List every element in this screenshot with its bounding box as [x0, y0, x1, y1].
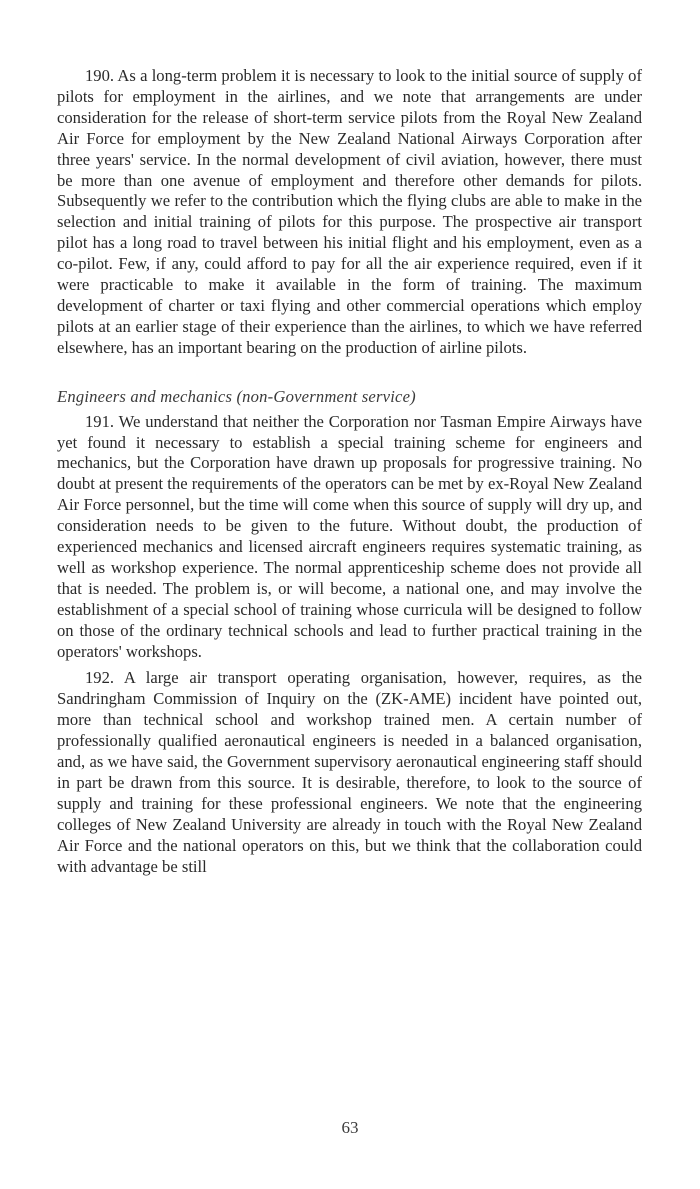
document-page — [57, 66, 642, 878]
paragraph-190 — [57, 66, 642, 359]
paragraph-text: We understand that neither the Corporation nor Tasman Empire Airways have yet found it necessary to establish a special training scheme for engineers and mechanics, but the Corporation have drawn up proposals for progressive training. No doubt at present the requirements of the operators can be met by ex-Royal New Zealand Air Force personnel, but the time will come when this source of supply will dry up, and consideration needs to be given to the future. Without doubt, the production of experienced mechanics and licensed aircraft engineers requires systematic training, as well as workshop experience. The normal apprenticeship scheme does not provide all that is needed. The problem is, or will become, a national one, and may involve the establishment of a special school of training whose curricula will be designed to follow on those of the ordinary technical schools and lead to further practical training in the operators' workshops. — [57, 411, 642, 661]
paragraph-text: A large air transport operating organisation, however, requires, as the Sandringham Commission of Inquiry on the (ZK-AME) incident have pointed out, more than technical school and workshop trained men. A certain number of professionally qualified aeronautical engineers is needed in a balanced organisation, and, as we have said, the Government supervisory aeronautical engineering staff should in part be drawn from this source. It is desirable, therefore, to look to the source of supply and training for these professional engineers. We note that the engineering colleges of New Zealand University are already in touch with the Royal New Zealand Air Force and the national operators on this, but we think that the collaboration could with advantage be still — [57, 668, 642, 876]
paragraph-number: 190. — [85, 66, 115, 85]
page-number: 63 — [341, 1118, 359, 1137]
paragraph-number: 192. — [85, 668, 115, 688]
paragraph-191 — [57, 412, 642, 663]
paragraph-number: 191. — [85, 411, 115, 431]
section-heading: Engineers and mechanics (non-Government service) — [57, 386, 416, 406]
paragraph-text: As a long-term problem it is necessary to look to the initial source of supply of pilots for employment in the airlines, and we note that arrangements are under consideration for the release of short-term service pilots from the Royal New Zealand Air Force for employment by the New Zealand National Airways Corporation after three years' service. In the normal development of civil aviation, however, there must be more than one avenue of employment and therefore other demands for pilots. Subsequently we refer to the contribution which the flying clubs are able to make in the selection and initial training of pilots for this purpose. The prospective air transport pilot has a long road to travel between his initial flight and his employment, even as a co-pilot. Few, if any, could afford to pay for all the air experience required, even if it were practicable to make it available in the form of training. The maximum development of charter or taxi flying and other commercial operations which employ pilots at an earlier stage of their experience than the airlines, to which we have referred elsewhere, has an important bearing on the production of airline pilots. — [57, 66, 643, 357]
paragraph-192 — [57, 668, 642, 877]
